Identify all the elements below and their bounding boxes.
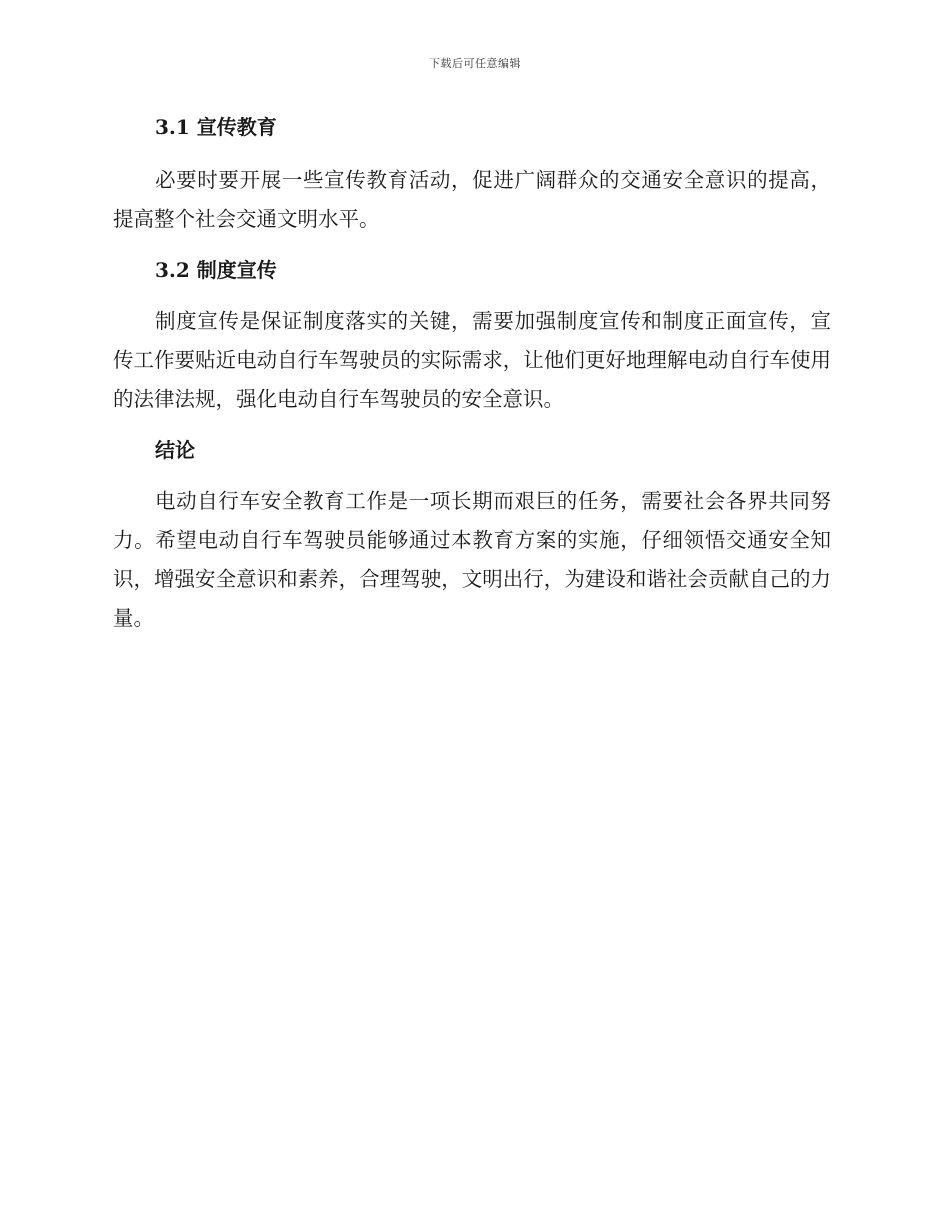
section-paragraph-system-publicity: 制度宣传是保证制度落实的关键，需要加强制度宣传和制度正面宣传，宣传工作要贴近电动自行车驾驶员的实际需求，让他们更好地理解电动自行车使用的法律法规，强化电动自行车驾驶员的安全意识。 xyxy=(113,309,831,411)
header-note: 下载后可任意编辑 xyxy=(429,57,521,70)
section-heading-system-publicity: 3.2 制度宣传 xyxy=(155,258,277,282)
section-paragraph-publicity-education: 必要时要开展一些宣传教育活动，促进广阔群众的交通安全意识的提高，提高整个社会交通文明水平。 xyxy=(113,168,831,231)
section-heading-conclusion: 结论 xyxy=(155,438,195,462)
section-paragraph-conclusion: 电动自行车安全教育工作是一项长期而艰巨的任务，需要社会各界共同努力。希望电动自行车驾驶员能够通过本教育方案的实施，仔细领悟交通安全知识，增强安全意识和素养，合理驾驶，文明出行，为建设和谐社会贡献自己的力量。 xyxy=(113,489,831,630)
section-heading-publicity-education: 3.1 宣传教育 xyxy=(155,115,277,139)
document-body xyxy=(113,112,831,638)
